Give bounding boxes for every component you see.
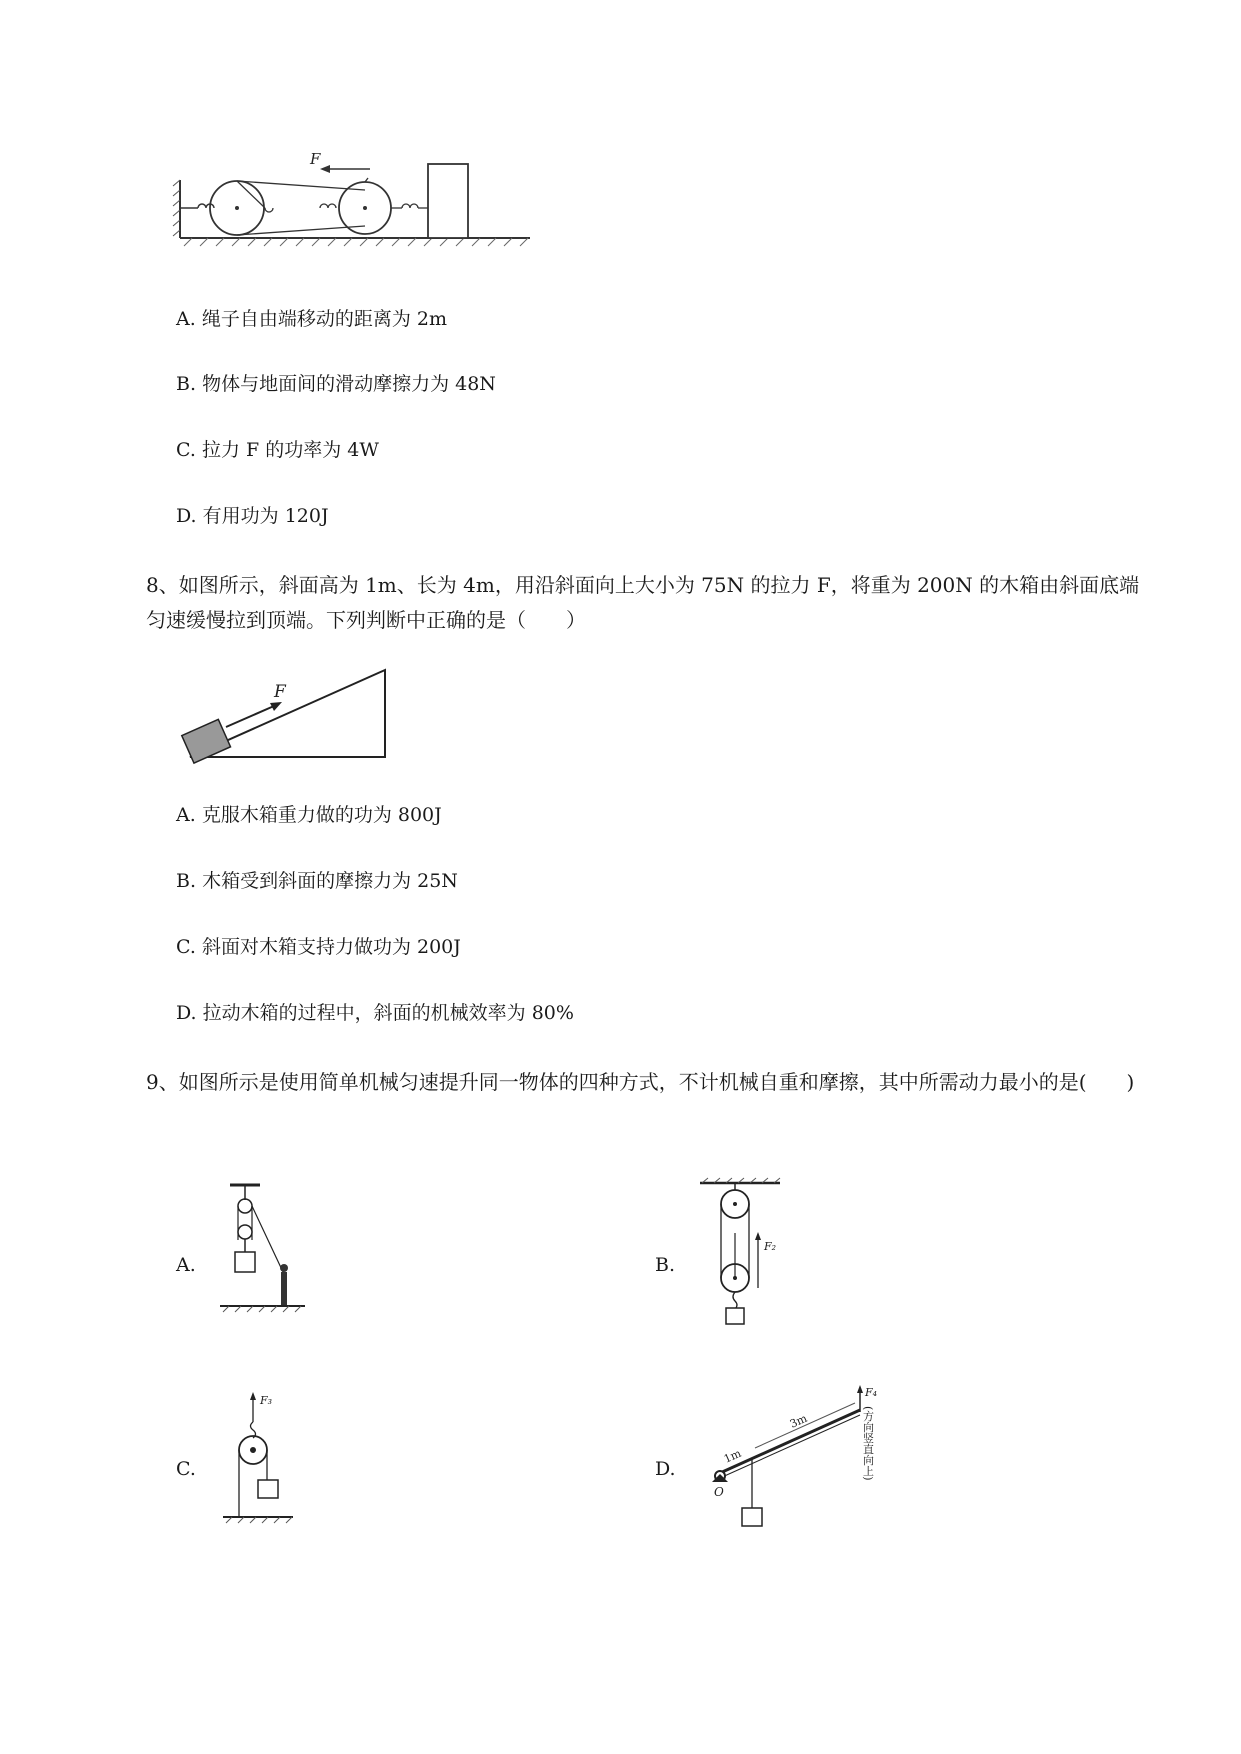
q7-option-c: C. 拉力 F 的功率为 4W <box>176 439 379 461</box>
q9-option-d-long-arm: 3m <box>787 1411 810 1431</box>
q9-option-c-figure <box>218 1392 318 1532</box>
q9-option-d-direction-note: (方向竖直向上) <box>861 1406 875 1481</box>
q9-option-b-figure <box>690 1178 800 1328</box>
q7-option-a: A. 绳子自由端移动的距离为 2m <box>176 308 447 330</box>
q9-option-d-force: F₄ <box>865 1386 878 1399</box>
q7-pulley-figure <box>170 150 540 255</box>
q8-option-b: B. 木箱受到斜面的摩擦力为 25N <box>176 870 458 892</box>
q9-option-b-force: F₂ <box>764 1240 777 1253</box>
q9-option-d-short-arm: 1m <box>721 1446 744 1466</box>
q9-option-d-pivot: O <box>714 1485 724 1499</box>
q8-option-c: C. 斜面对木箱支持力做功为 200J <box>176 936 461 958</box>
q8-incline-figure <box>170 665 400 765</box>
q9-option-d-label: D. <box>655 1458 676 1480</box>
q9-stem: 9、如图所示是使用简单机械匀速提升同一物体的四种方式，不计机械自重和摩擦，其中所需动力最小的是( ) <box>146 1070 1135 1094</box>
q9-option-c-force: F₃ <box>260 1394 273 1407</box>
q8-option-a: A. 克服木箱重力做的功为 800J <box>176 804 442 826</box>
q9-option-b-label: B. <box>655 1254 676 1276</box>
q9-option-a-figure <box>215 1180 315 1320</box>
q7-force-label: F <box>310 150 321 168</box>
q9-option-c-label: C. <box>176 1458 196 1480</box>
q7-option-d: D. 有用功为 120J <box>176 505 329 527</box>
q9-option-d-figure <box>700 1388 900 1533</box>
q8-option-d: D. 拉动木箱的过程中，斜面的机械效率为 80% <box>176 1002 574 1024</box>
q7-option-b: B. 物体与地面间的滑动摩擦力为 48N <box>176 373 496 395</box>
q8-stem: 8、如图所示，斜面高为 1m、长为 4m，用沿斜面向上大小为 75N 的拉力 F，将重为 200N 的木箱由斜面底端匀速缓慢拉到顶端。下列判断中正确的是（ ） <box>146 573 1140 632</box>
q8-force-label: F <box>274 682 286 702</box>
q9-option-a-label: A. <box>176 1254 196 1276</box>
